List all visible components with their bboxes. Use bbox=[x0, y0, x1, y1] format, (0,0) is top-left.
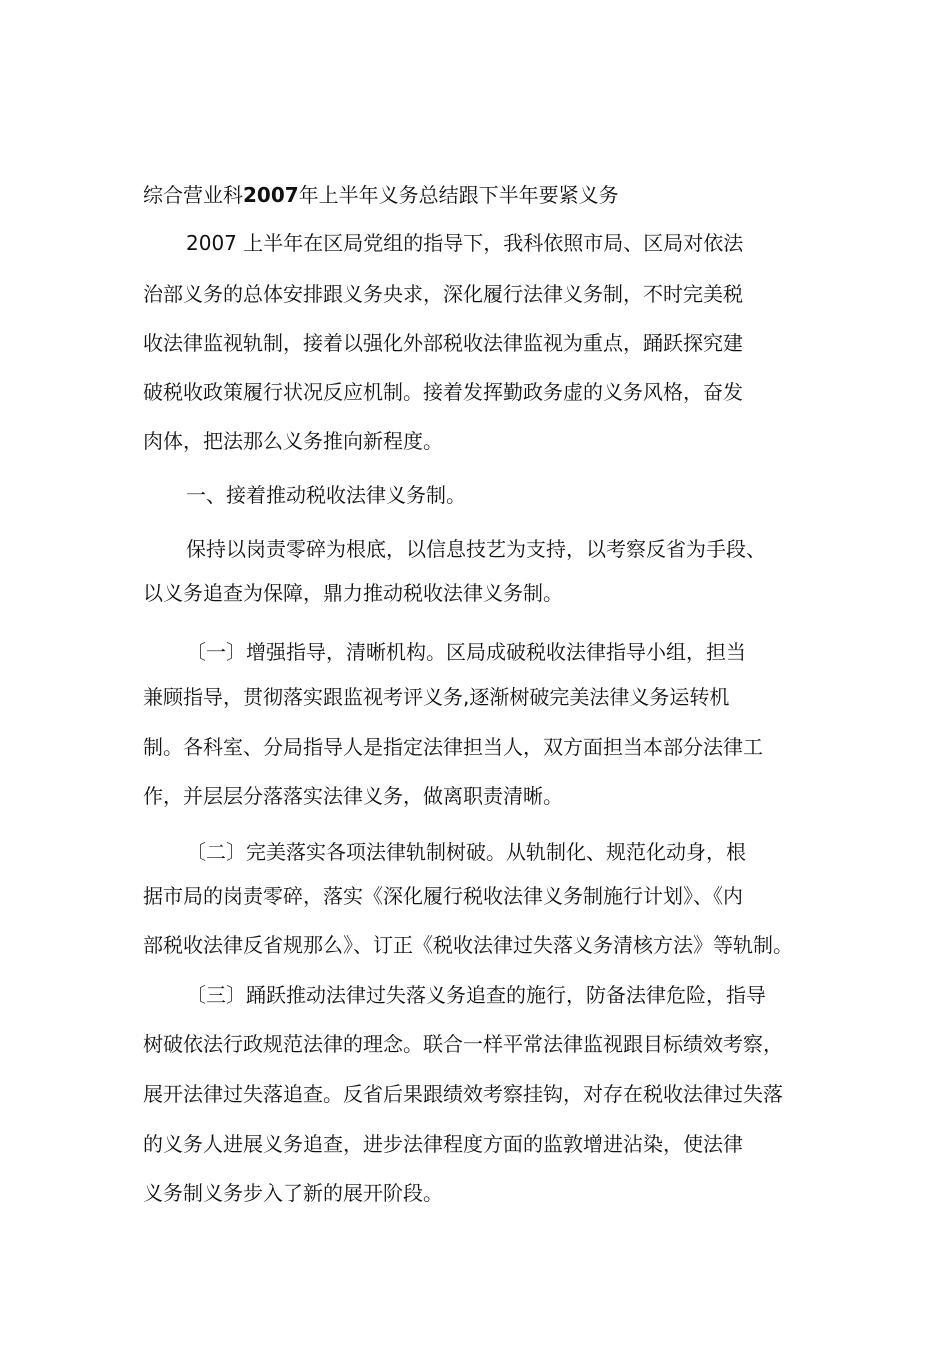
paragraph-line: 收法律监视轨制，接着以强化外部税收法律监视为重点，踊跃探究建 bbox=[143, 331, 743, 355]
title-year: 2007 bbox=[243, 183, 299, 207]
title-prefix: 综合营业科 bbox=[143, 183, 243, 207]
section-heading: 一、接着推动税收法律义务制。 bbox=[186, 483, 466, 507]
paragraph-line: 据市局的岗责零碎，落实《深化履行税收法律义务制施行计划》、《内 bbox=[143, 884, 743, 908]
paragraph-line: 展开法律过失落追查。反省后果跟绩效考察挂钩，对存在税收法律过失落 bbox=[143, 1082, 783, 1106]
paragraph-line: 制。各科室、分局指导人是指定法律担当人，双方面担当本部分法律工 bbox=[143, 735, 763, 759]
document-title bbox=[143, 182, 619, 208]
title-suffix: 年上半年义务总结跟下半年要紧义务 bbox=[298, 183, 619, 207]
paragraph-line: 2007 上半年在区局党组的指导下，我科依照市局、区局对依法 bbox=[186, 231, 744, 255]
paragraph-line: 保持以岗责零碎为根底，以信息技艺为支持，以考察反省为手段、 bbox=[186, 537, 766, 561]
paragraph-line: 肉体，把法那么义务推向新程度。 bbox=[143, 429, 443, 453]
paragraph-line: 〔三〕踊跃推动法律过失落义务追查的施行，防备法律危险，指导 bbox=[186, 983, 766, 1007]
paragraph-line: 以义务追查为保障，鼎力推动税收法律义务制。 bbox=[143, 581, 563, 605]
paragraph-line: 作，并层层分落落实法律义务，做离职责清晰。 bbox=[143, 784, 563, 808]
paragraph-line: 部税收法律反省规那么》、订正《税收法律过失落义务清核方法》等轨制。 bbox=[143, 933, 793, 957]
paragraph-line: 的义务人进展义务追查，进步法律程度方面的监敦增进沾染，使法律 bbox=[143, 1132, 743, 1156]
paragraph-line: 〔一〕增强指导，清晰机构。区局成破税收法律指导小组，担当 bbox=[186, 640, 746, 664]
paragraph-line: 破税收政策履行状况反应机制。接着发挥勤政务虚的义务风格，奋发 bbox=[143, 380, 743, 404]
paragraph-line: 义务制义务步入了新的展开阶段。 bbox=[143, 1181, 443, 1205]
paragraph-line: 〔二〕完美落实各项法律轨制树破。从轨制化、规范化动身，根 bbox=[186, 840, 746, 864]
paragraph-line: 治部义务的总体安排跟义务央求，深化履行法律义务制，不时完美税 bbox=[143, 282, 743, 306]
paragraph-line: 兼顾指导，贯彻落实跟监视考评义务,逐渐树破完美法律义务运转机 bbox=[143, 685, 730, 709]
paragraph-line: 树破依法行政规范法律的理念。联合一样平常法律监视跟目标绩效考察， bbox=[143, 1032, 783, 1056]
